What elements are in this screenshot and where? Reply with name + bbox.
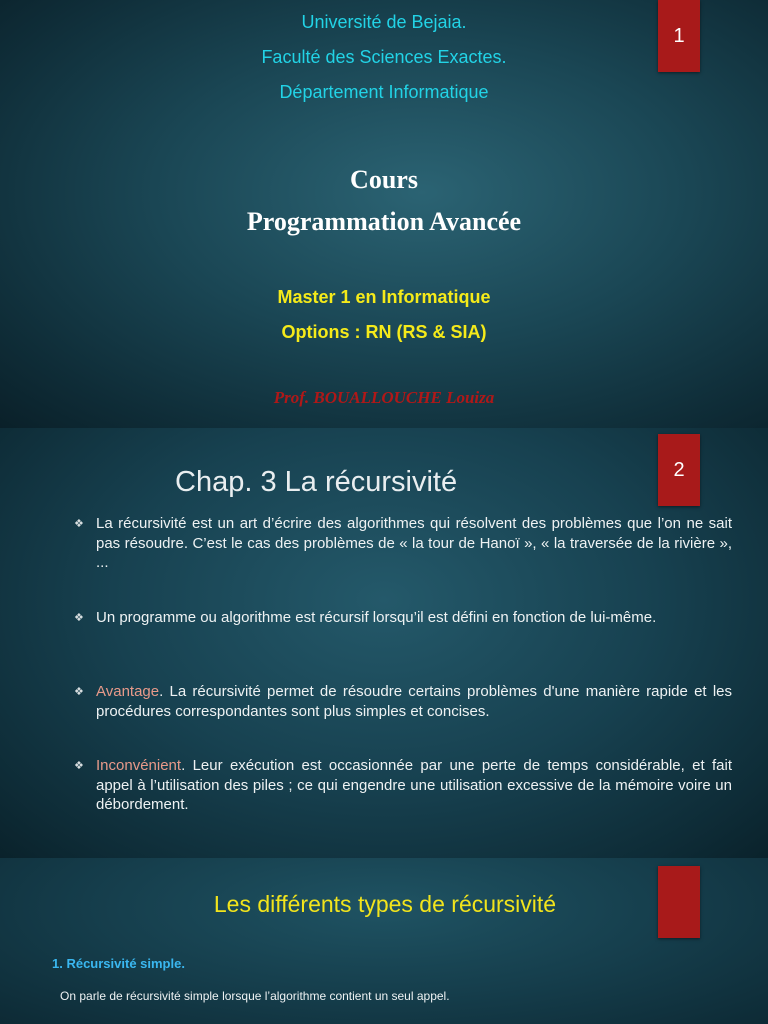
- professor-name: Prof. BOUALLOUCHE Louiza: [273, 388, 495, 407]
- diamond-bullet-icon: ❖: [74, 612, 84, 624]
- diamond-bullet-icon: ❖: [74, 760, 84, 772]
- diamond-bullet-icon: ❖: [74, 518, 84, 530]
- options-label: Options : RN (RS & SIA): [281, 322, 487, 342]
- bullet-text: La récursivité est un art d’écrire des algorithmes qui résolvent des problèmes que l’on ne sait pas résoudre. C’est le cas des problèmes de « la tour de Hanoï », « la traversée de la rivière », ...: [96, 515, 732, 571]
- bullet-item: [74, 608, 732, 628]
- slide-number-tab: 1: [658, 0, 700, 72]
- chapter-title: Chap. 3 La récursivité: [175, 466, 458, 498]
- bullet-text: Un programme ou algorithme est récursif lorsqu’il est défini en fonction de lui-même.: [96, 609, 657, 626]
- bullet-text: Inconvénient. Leur exécution est occasionnée par une perte de temps considérable, et fait appel à l’utilisation des piles ; ce qui engendre une utilisation excessive de la mémoire voire un débordement.: [96, 757, 732, 813]
- bullet-item: [74, 514, 732, 573]
- slide-title: [0, 0, 768, 428]
- slide-number-tab: 2: [658, 434, 700, 506]
- bullet-text: Avantage. La récursivité permet de résoudre certains problèmes d'une manière rapide et les procédures correspondantes sont plus simples et concises.: [96, 683, 732, 720]
- faculty-name: Faculté des Sciences Exactes.: [261, 47, 507, 67]
- slide-recursivity-types: [0, 858, 768, 1024]
- section-title: Les différents types de récursivité: [213, 891, 557, 917]
- slide-recursivity: [0, 428, 768, 858]
- subsection-heading: 1. Récursivité simple.: [52, 956, 185, 971]
- course-title: Programmation Avancée: [246, 207, 522, 236]
- master-label: Master 1 en Informatique: [277, 287, 491, 307]
- department-name: Département Informatique: [279, 82, 489, 102]
- bullet-item: [74, 756, 732, 815]
- diamond-bullet-icon: ❖: [74, 686, 84, 698]
- course-label: Cours: [350, 165, 418, 194]
- subsection-text: On parle de récursivité simple lorsque l’algorithme contient un seul appel.: [60, 989, 450, 1003]
- university-name: Université de Bejaia.: [301, 12, 467, 32]
- bullet-item: [74, 682, 732, 721]
